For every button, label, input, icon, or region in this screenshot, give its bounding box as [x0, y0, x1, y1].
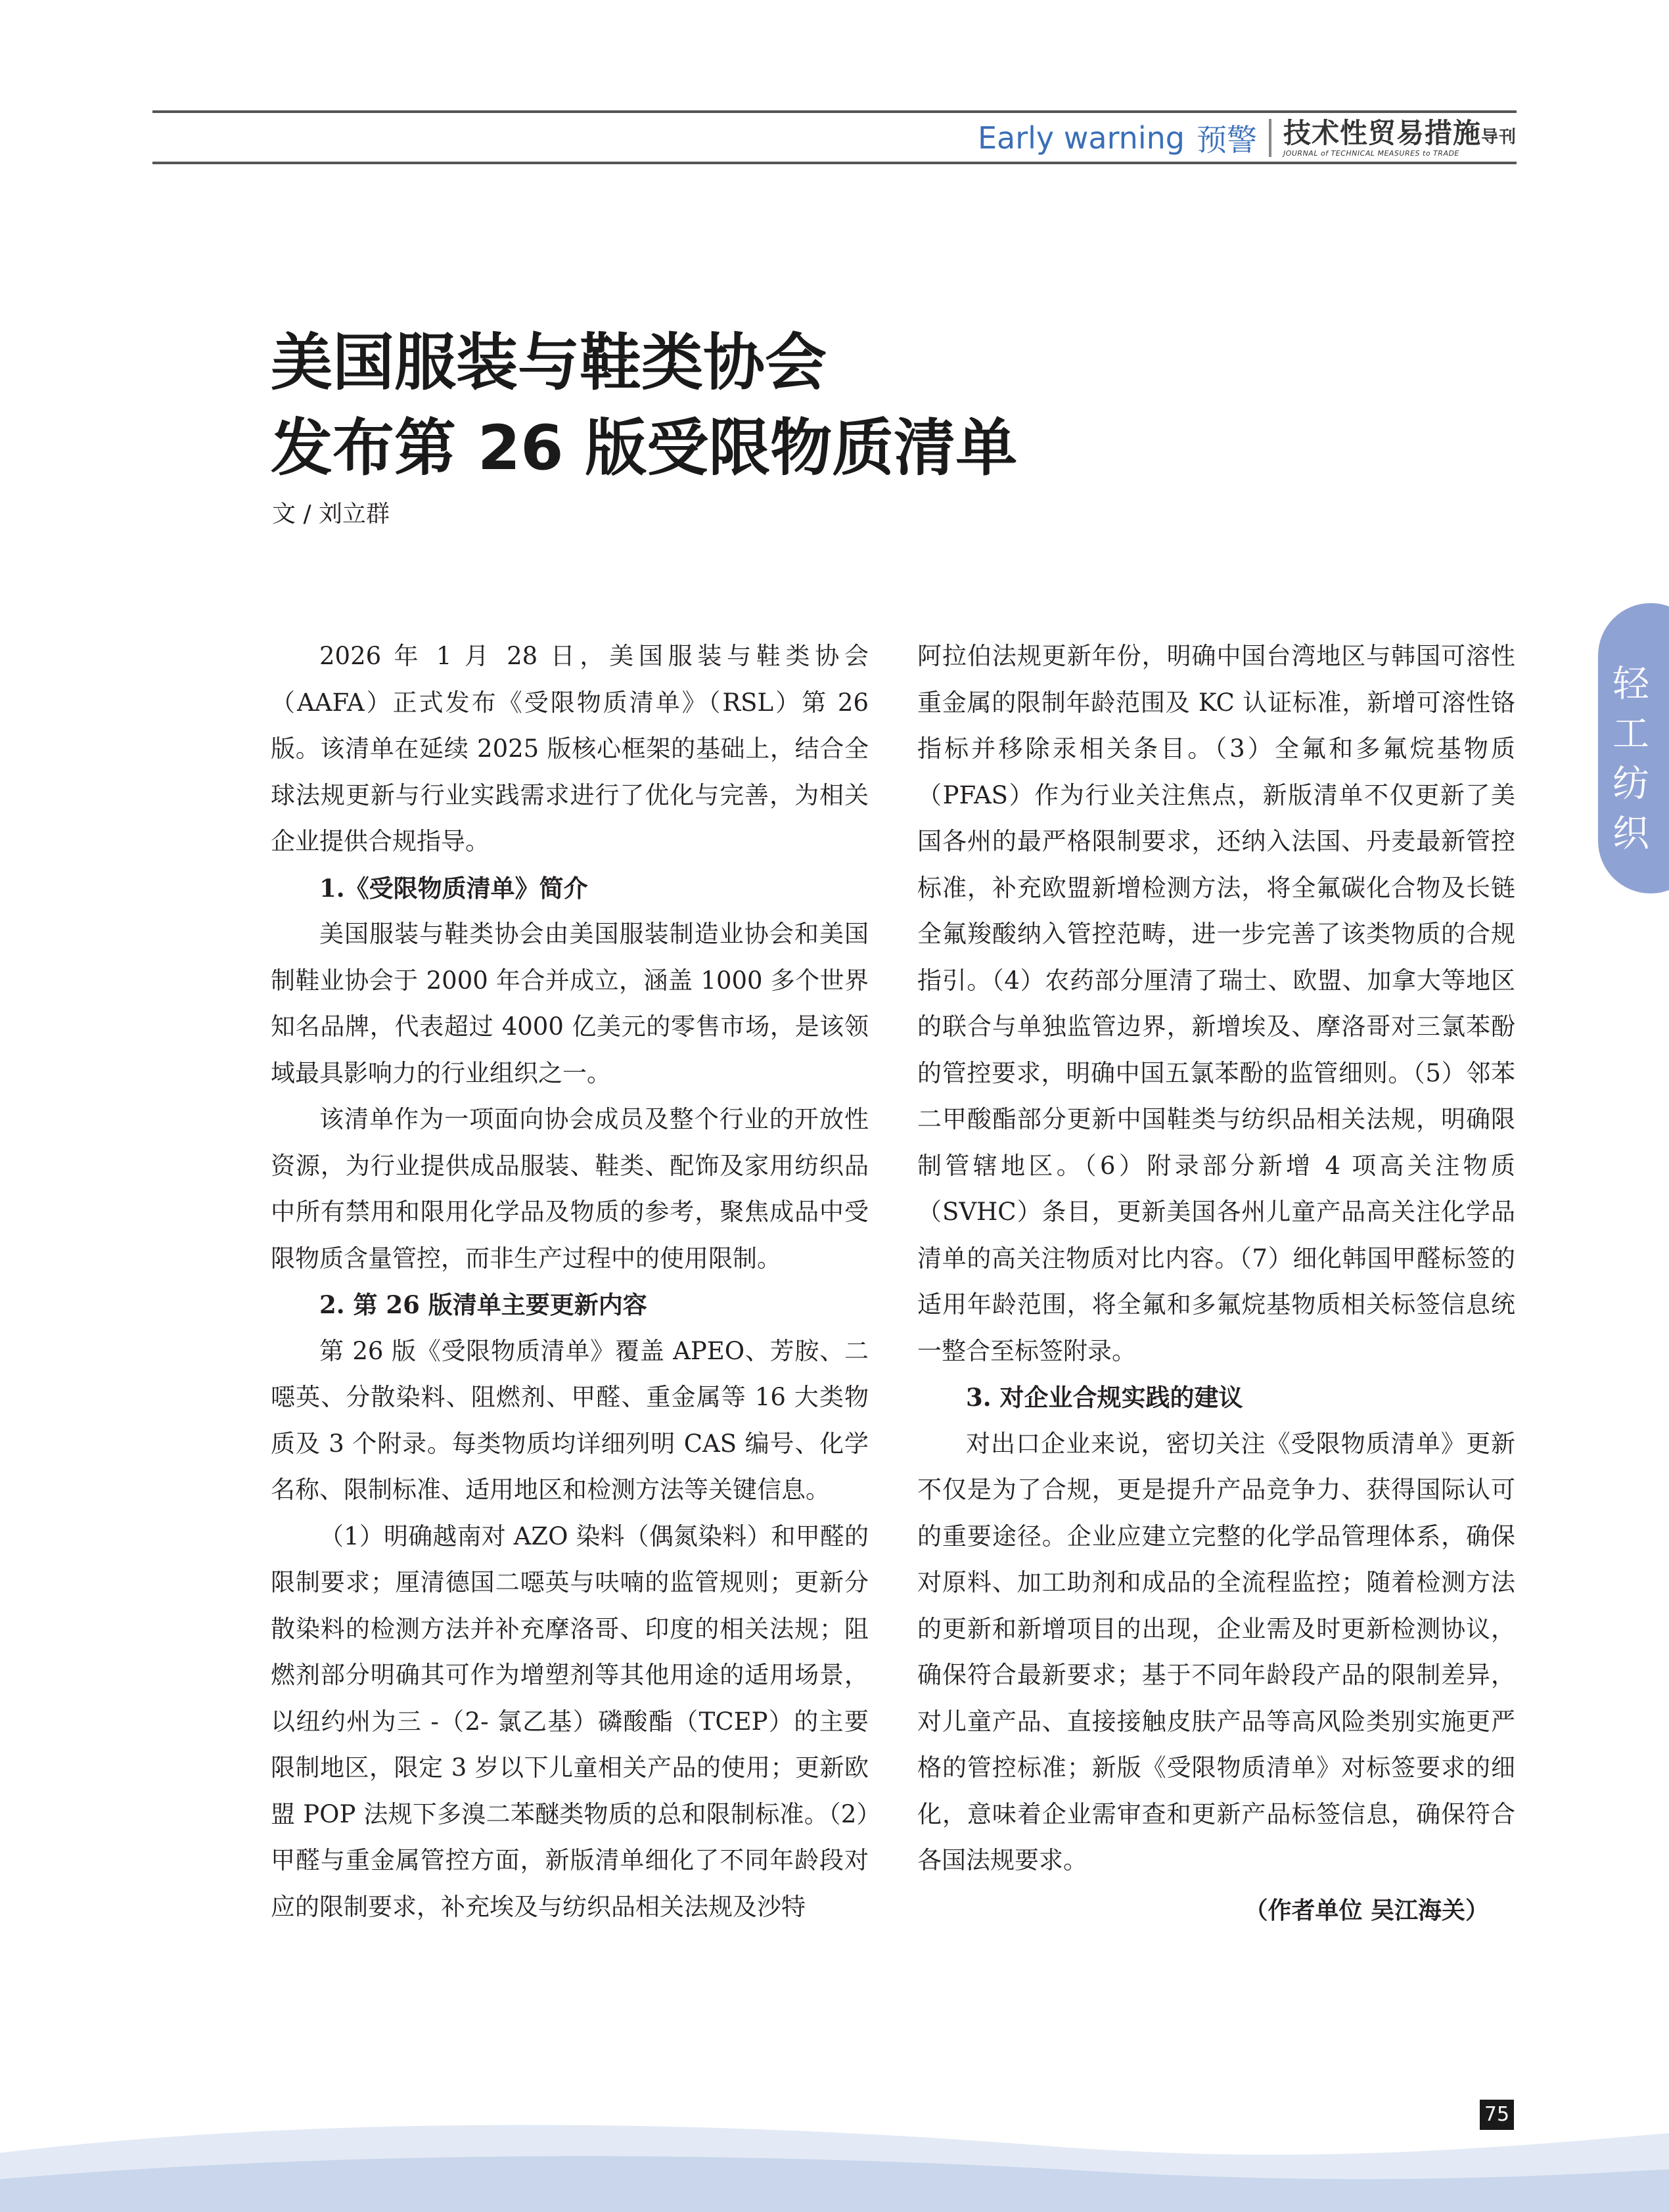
section-label-cn: 预警 [1196, 122, 1257, 158]
title-line-2: 发布第 26 版受限物质清单 [271, 413, 1018, 484]
side-tab-char: 轻 [1612, 663, 1649, 706]
paragraph: 对出口企业来说，密切关注《受限物质清单》更新不仅是为了合规，更是提升产品竞争力、获得国际认可的重要途径。企业应建立完整的化学品管理体系，确保对原料、加工助剂和成品的全流程监控；随着检测方法的更新和新增项目的出现，企业需及时更新检测协议，确保符合最新要求；基于不同年龄段产品的限制差异，对儿童产品、直接接触皮肤产品等高风险类别实施更严格的管控标准；新版《受限物质清单》对标签要求的细化，意味着企业需审查和更新产品标签信息，确保符合各国法规要求。 [917, 1429, 1515, 1874]
side-tab-char: 纺 [1612, 763, 1649, 805]
section-heading-1: 1.《受限物质清单》简介 [319, 873, 588, 903]
body-column-left [271, 633, 869, 1930]
title-line-1: 美国服装与鞋类协会 [271, 327, 827, 399]
side-tab-char: 工 [1612, 713, 1649, 756]
section-heading-2: 2. 第 26 版清单主要更新内容 [319, 1290, 647, 1319]
journal-logo [1283, 116, 1517, 158]
author-affiliation: （作者单位 吴江海关） [1244, 1897, 1489, 1924]
body-column-right [917, 633, 1515, 1934]
paragraph: 美国服装与鞋类协会由美国服装制造业协会和美国制鞋业协会于 2000 年合并成立，涵盖 1000 多个世界知名品牌，代表超过 4000 亿美元的零售市场，是该领域最具影响力的行业组织之一。 [271, 920, 869, 1087]
section-label-en: Early warning [977, 120, 1185, 156]
header-separator [1269, 119, 1271, 157]
running-header [978, 117, 1517, 159]
journal-name-cn: 技术性贸易措施导刊 [1283, 116, 1517, 149]
paragraph: （1）明确越南对 AZO 染料（偶氮染料）和甲醛的限制要求；厘清德国二噁英与呋喃的监管规则；更新分散染料的检测方法并补充摩洛哥、印度的相关法规；阻燃剂部分明确其可作为增塑剂等其他用途的适用场景，以纽约州为三 -（2- 氯乙基）磷酸酯（TCEP）的主要限制地区，限定 3 岁以下儿童相关产品的使用；更新欧盟 POP 法规下多溴二苯醚类物质的总和限制标准。（2）甲醛与重金属管控方面，新版清单细化了不同年龄段对应的限制要求，补充埃及与纺织品相关法规及沙特 [271, 1522, 869, 1921]
page-number: 75 [1480, 2100, 1514, 2130]
bottom-wave-decoration [0, 2107, 1669, 2212]
paragraph: 第 26 版《受限物质清单》覆盖 APEO、芳胺、二噁英、分散染料、阻燃剂、甲醛、重金属等 16 大类物质及 3 个附录。每类物质均详细列明 CAS 编号、化学名称、限制标准、适用地区和检测方法等关键信息。 [271, 1336, 869, 1504]
paragraph-continued: 阿拉伯法规更新年份，明确中国台湾地区与韩国可溶性重金属的限制年龄范围及 KC 认证标准，新增可溶性铬指标并移除汞相关条目。（3）全氟和多氟烷基物质（PFAS）作为行业关注焦点，新版清单不仅更新了美国各州的最严格限制要求，还纳入法国、丹麦最新管控标准，补充欧盟新增检测方法，将全氟碳化合物及长链全氟羧酸纳入管控范畴，进一步完善了该类物质的合规指引。（4）农药部分厘清了瑞士、欧盟、加拿大等地区的联合与单独监管边界，新增埃及、摩洛哥对三氯苯酚的管控要求，明确中国五氯苯酚的监管细则。（5）邻苯二甲酸酯部分更新中国鞋类与纺织品相关法规，明确限制管辖地区。（6）附录部分新增 4 项高关注物质（SVHC）条目，更新美国各州儿童产品高关注化学品清单的高关注物质对比内容。（7）细化韩国甲醛标签的适用年龄范围，将全氟和多氟烷基物质相关标签信息统一整合至标签附录。 [917, 642, 1515, 1365]
header-bottom-rule [152, 162, 1517, 164]
header-top-rule [152, 110, 1517, 113]
side-tab-char: 织 [1612, 813, 1649, 855]
side-tab-label [1598, 660, 1664, 859]
section-heading-3: 3. 对企业合规实践的建议 [966, 1383, 1243, 1412]
byline: 文 / 刘立群 [272, 501, 390, 528]
journal-name-en: JOURNAL of TECHNICAL MEASURES to TRADE [1283, 148, 1459, 158]
paragraph: 该清单作为一项面向协会成员及整个行业的开放性资源，为行业提供成品服装、鞋类、配饰及家用纺织品中所有禁用和限用化学品及物质的参考，聚焦成品中受限物质含量管控，而非生产过程中的使用限制。 [271, 1105, 869, 1273]
paragraph-intro: 2026 年 1 月 28 日，美国服装与鞋类协会（AAFA）正式发布《受限物质清单》（RSL）第 26 版。该清单在延续 2025 版核心框架的基础上，结合全球法规更新与行业实践需求进行了优化与完善，为相关企业提供合规指导。 [271, 642, 869, 855]
article-title [271, 321, 1017, 491]
